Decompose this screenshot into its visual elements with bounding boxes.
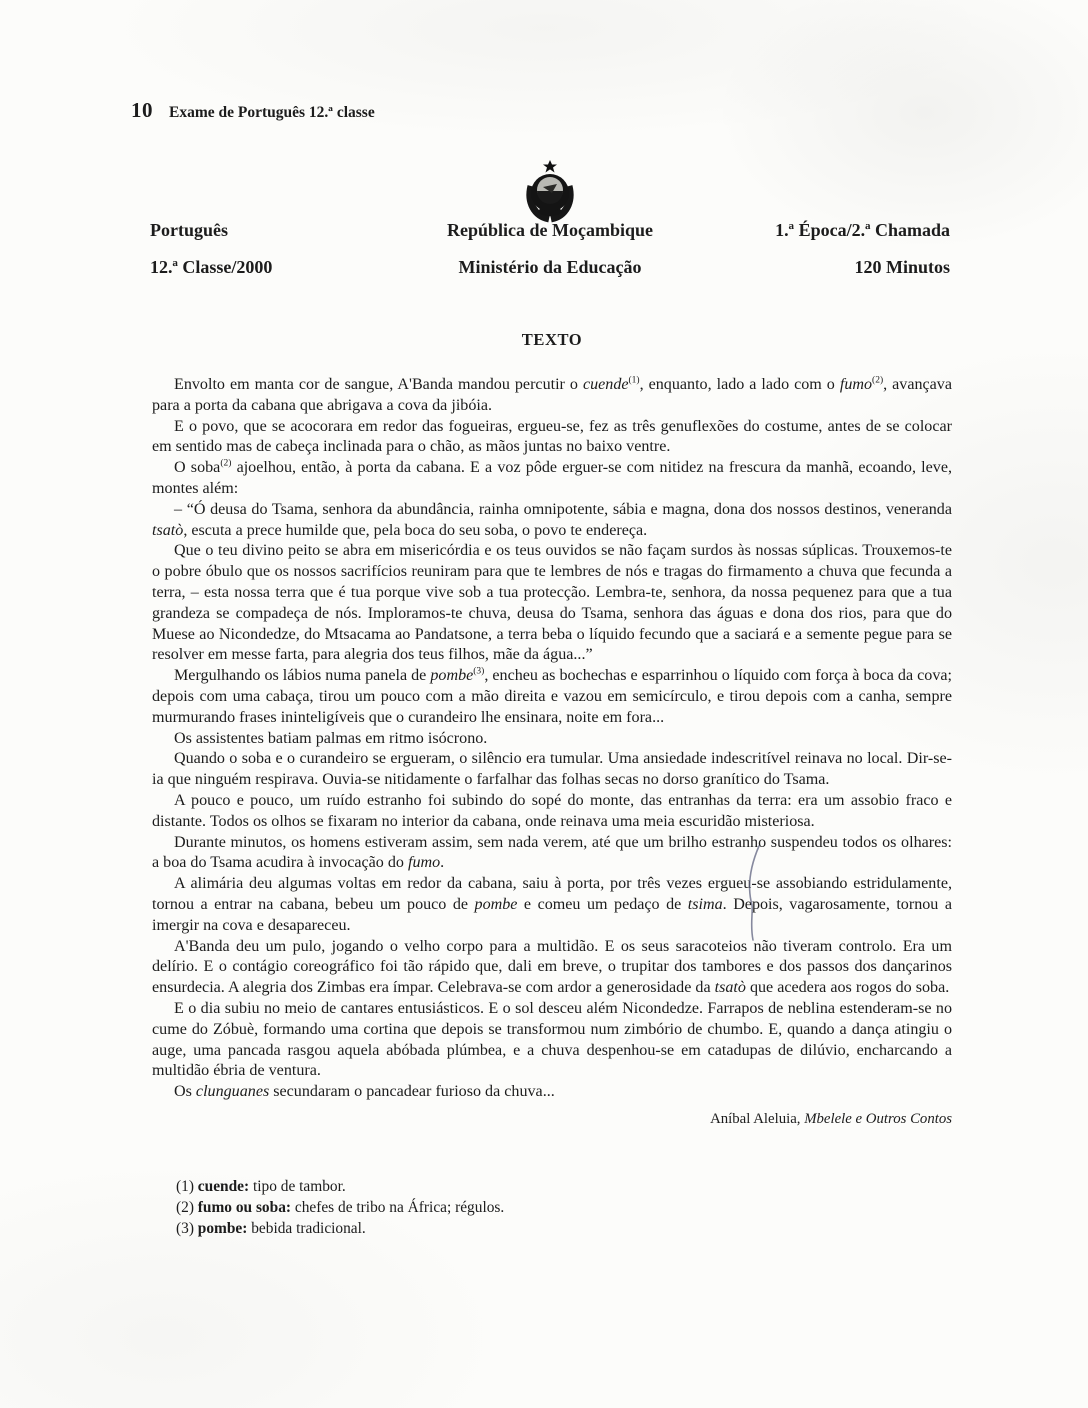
section-title: TEXTO xyxy=(521,330,583,349)
paragraph: Quando o soba e o curandeiro se ergueram, o silêncio era tumular. Uma ansiedade indescritível reinava no local. Dir-se-ia que ninguém respirava. Ouvia-se nitidamente o farfalhar das folhas secas no dorso granítico do Tsama. xyxy=(152,750,952,789)
page-header xyxy=(131,98,375,123)
paragraph: – “Ó deusa do Tsama, senhora da abundância, rainha omnipotente, sábia e magna, dona dos nossos destinos, veneranda tsatò, escuta a prece humilde que, pela boca do seu soba, o povo te endereça. xyxy=(152,500,952,539)
footnote: (1) cuende: tipo de tambor. xyxy=(176,1177,346,1195)
paragraph: E o povo, que se acocorara em redor das fogueiras, ergueu-se, fez as três genuflexões do costume, antes de se colocar em sentido mas de cabeça inclinada para o chão, as mãos juntas no baixo ventre. xyxy=(152,417,952,456)
paragraph: O soba$^{(2)}$ ajoelhou, então, à porta da cabana. E a voz pôde erguer-se com nitidez na frescura da manhã, ecoando, leve, montes além: xyxy=(152,458,953,497)
masthead-right xyxy=(700,212,950,286)
paragraph: Envolto em manta cor de sangue, A'Banda mandou percutir o cuende$^{(1)}$, enquanto, lado a lado com o fumo$^{(2)}$, avançava para a porta da cabana que abrigava a cova da jibóia. xyxy=(152,375,952,414)
session-label: 1.ª Época/2.ª Chamada xyxy=(775,220,950,240)
masthead-left xyxy=(150,212,400,286)
masthead xyxy=(150,160,950,286)
paragraph: A alimária deu algumas voltas em redor da cabana, saiu à porta, por três vezes ergueu-se assobiando estridulamente, tornou a entrar na cabana, bebeu um pouco de pombe e comeu um pedaço de tsima. Depois, vagarosamente, tornou a imergir na cova e desapareceu. xyxy=(152,875,952,934)
footnote: (2) fumo ou soba: chefes de tribo na África; régulos. xyxy=(176,1198,505,1216)
header-title: Exame de Português 12.ª classe xyxy=(169,104,375,121)
paragraph: A pouco e pouco, um ruído estranho foi subindo do sopé do monte, das entranhas da terra: era um assobio fraco e distante. Todos os olhos se fixaram no interior da cabana, onde reinava uma meia escuridão misteriosa. xyxy=(152,791,952,830)
mozambique-emblem-icon xyxy=(522,160,578,224)
paragraph: E o dia subiu no meio de cantares entusiásticos. E o sol desceu além Nicondedze. Farrapos de neblina estenderam-se no cume do Zóbuè, formando uma cortina que depois se transformou num zimbório de chumbo. E, quando a dança atingiu o auge, uma pancada rasgou aquela abóbada plúmbea, e a chuva despenhou-se em catadupas de dilúvio, encharcando a multidão ébria de ventura. xyxy=(152,999,952,1080)
country-label: República de Moçambique xyxy=(446,220,653,240)
paragraph: Os clunguanes secundaram o pancadear furioso da chuva... xyxy=(174,1083,555,1101)
paragraph: Que o teu divino peito se abra em misericórdia e os teus ouvidos se não façam surdos às nossas súplicas. Trouxemos-te o pobre óbulo que os nossos sacrifícios reuniram para que te lembres de nós e tragas do firmamento a chuva que fecunda a terra, – esta nossa terra que é tua porque vive sob a tua protecção. Lembra-te, senhora, da nossa pequenez para que a tua grandeza se compadeça de nós. Imploramos-te chuva, deusa do Tsama, senhora das águas e dona dos rios, para que do Muese ao Nicondedze, do Mtsacama ao Pandatsone, a terra beba o líquido fecundo que a saciará e a semente pegue para se resolver em messe farta, para alegria dos teus filhos, mãe da água...” xyxy=(152,542,952,664)
document-content xyxy=(152,330,952,1239)
paragraph: Mergulhando os lábios numa panela de pombe$^{(3)}$, encheu as bochechas e esparrinhou o líquido com força à boca da cova; depois com uma cabaça, tirou um pouco com a mão direita e vazou em semicírculo, e tirou depois com a canha, sempre murmurando frases ininteligíveis que o curandeiro lhe ensinara, noite em fora... xyxy=(152,666,952,726)
text-body xyxy=(152,375,952,1103)
class-year-label: 12.ª Classe/2000 xyxy=(150,257,273,277)
subject-label: Português xyxy=(150,220,228,240)
attribution-author: Aníbal Aleluia, xyxy=(710,1110,805,1127)
paragraph: Os assistentes batiam palmas em ritmo isócrono. xyxy=(174,729,488,747)
page-number: 10 xyxy=(131,98,153,122)
attribution xyxy=(152,1111,952,1128)
footnote: (3) pombe: bebida tradicional. xyxy=(176,1219,366,1237)
ministry-label: Ministério da Educação xyxy=(458,257,642,277)
paragraph: A'Banda deu um pulo, jogando o velho corpo para a multidão. E os seus saracoteios não tiveram controlo. Era um delírio. E o contágio coreográfico foi tão rápido que, dali em breve, o trupitar dos tambores e dos passos dos dançarinos ensurdecia. A alegria dos Zimbas era ímpar. Celebrava-se com ardor a generosidade da tsatò que acedera aos rogos do soba. xyxy=(152,937,952,997)
duration-label: 120 Minutos xyxy=(854,257,950,277)
footnotes xyxy=(152,1176,952,1239)
attribution-work: Mbelele e Outros Contos xyxy=(804,1110,952,1127)
paragraph: Durante minutos, os homens estiveram assim, sem nada verem, até que um brilho estranho suspendeu todos os olhares: a boa do Tsama acudira à invocação do fumo. xyxy=(152,833,952,872)
